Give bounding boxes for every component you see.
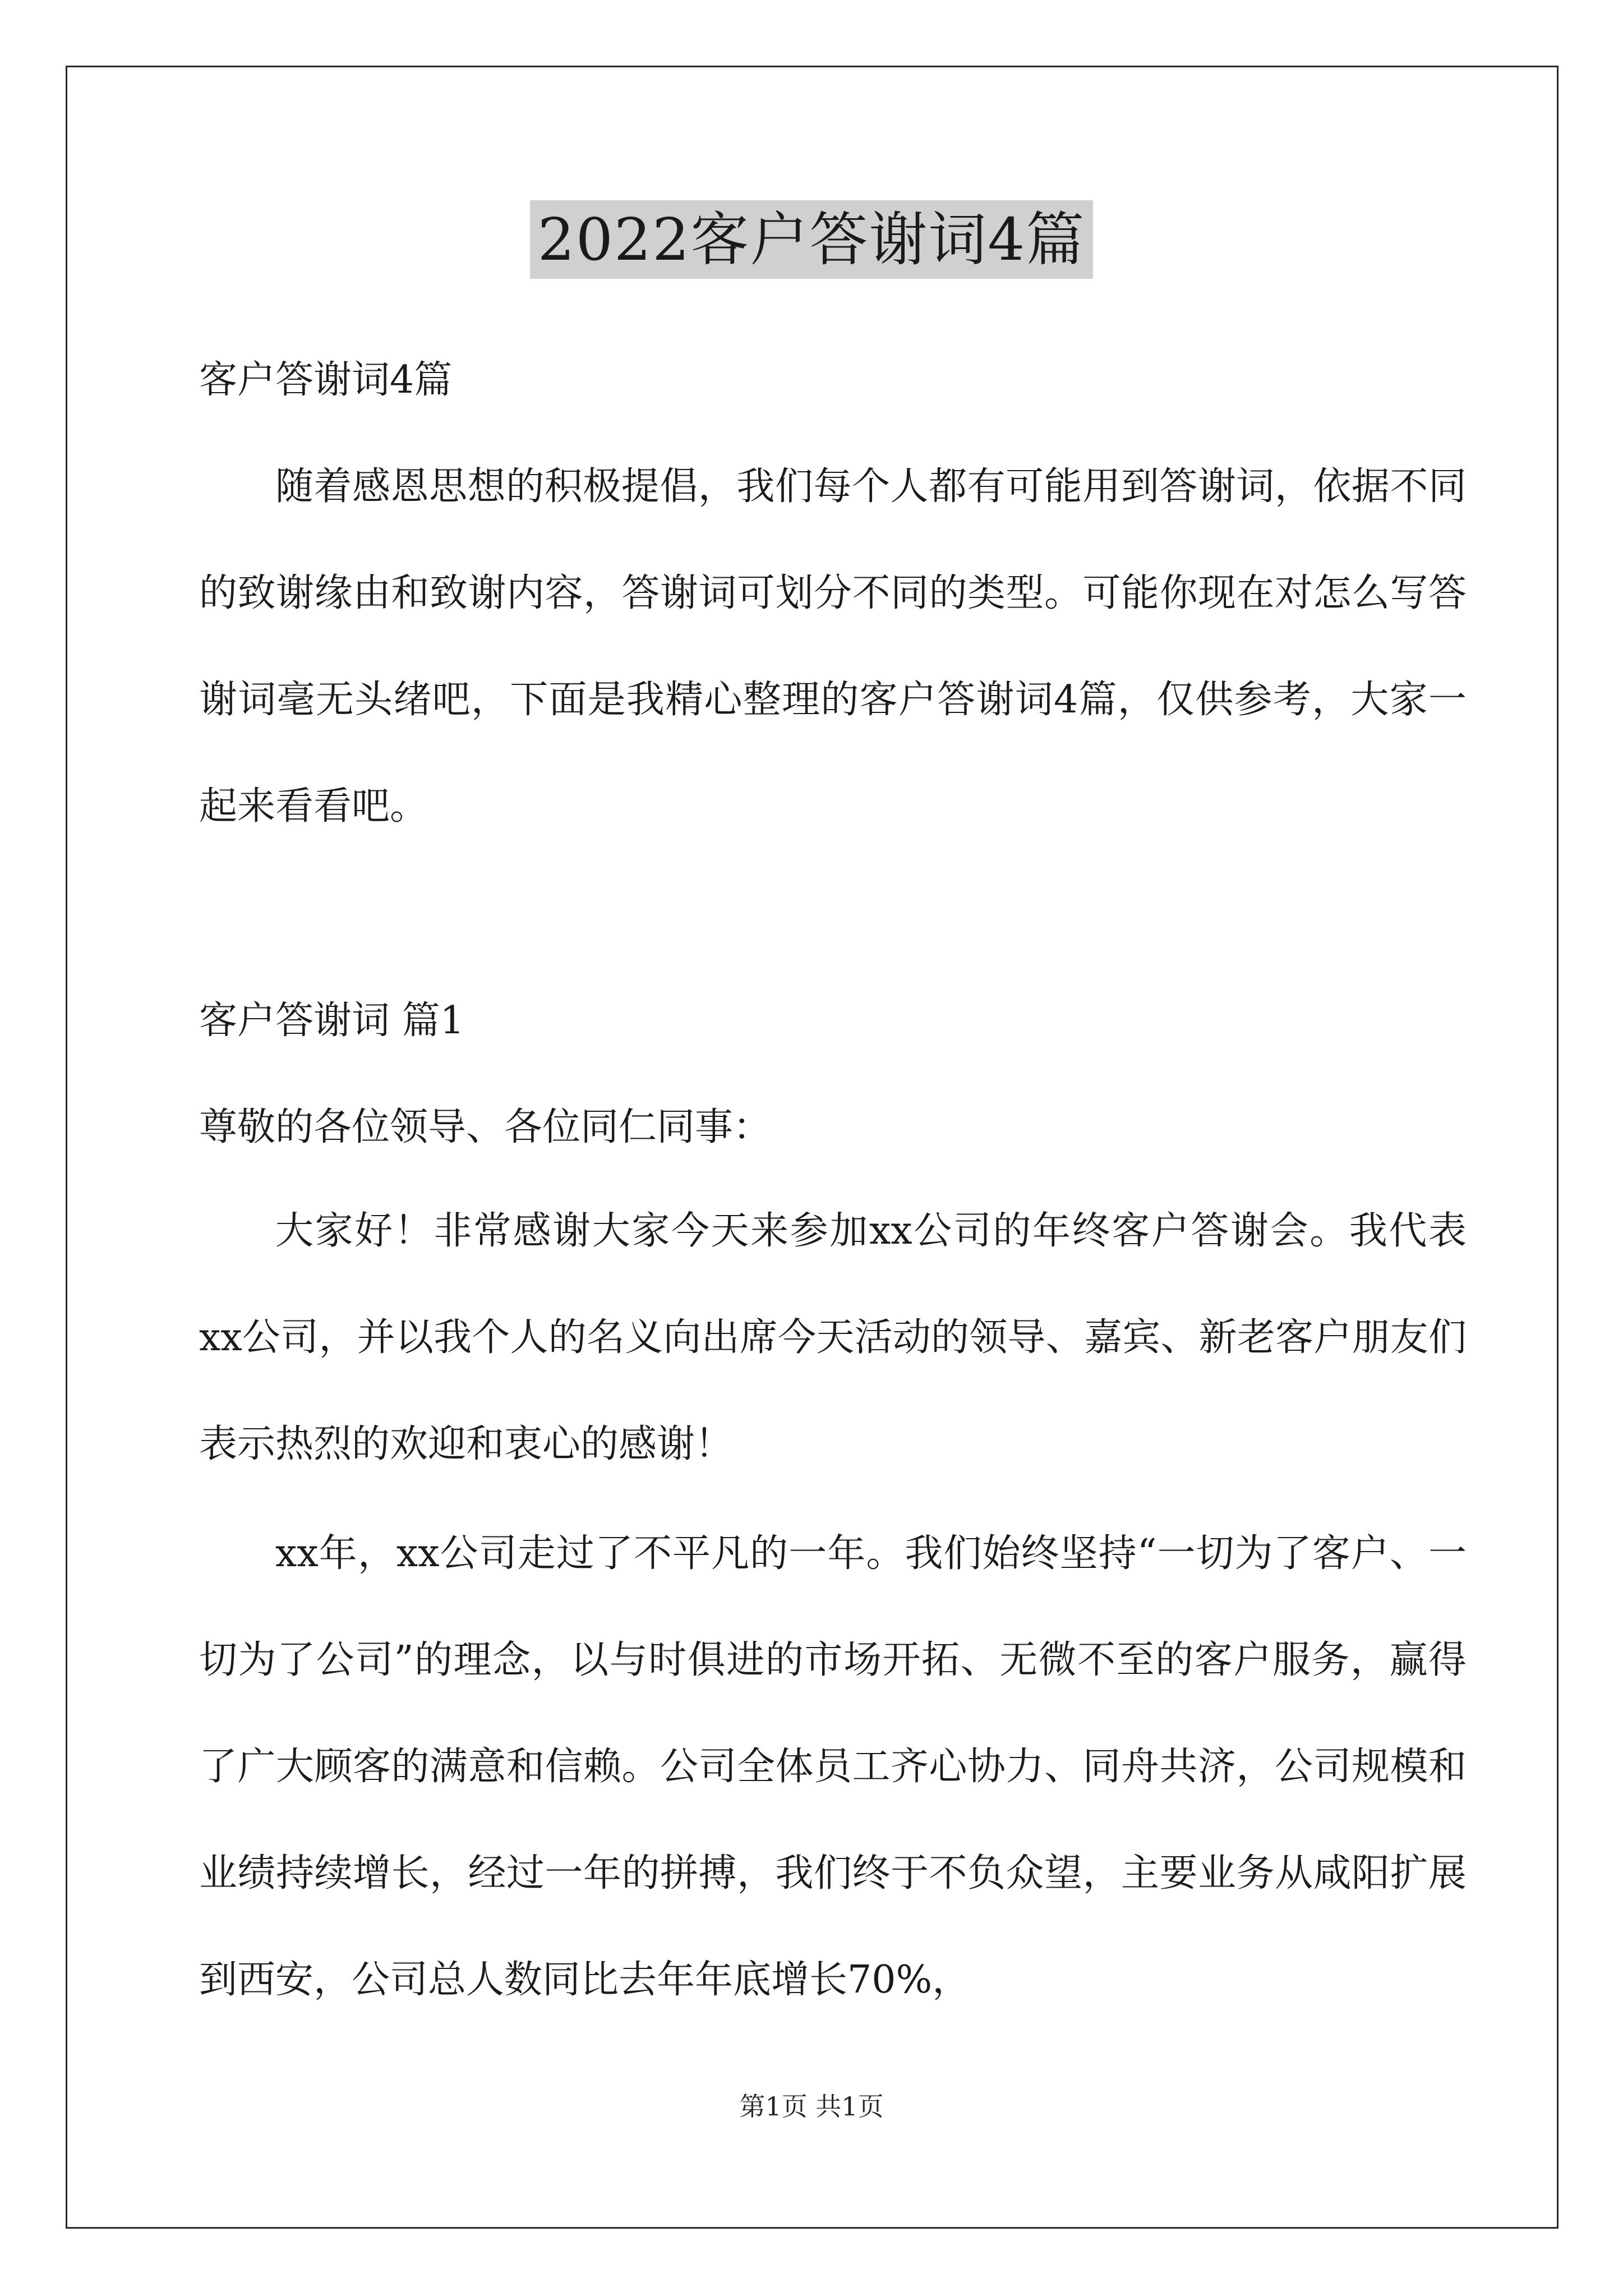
paragraph-2-block (199, 1501, 1467, 2033)
intro-paragraph: 随着感恩思想的积极提倡，我们每个人都有可能用到答谢词，依据不同的致谢缘由和致谢内容，答谢词可划分不同的类型。可能你现在对怎么写答谢词毫无头绪吧，下面是我精心整理的客户答谢词4篇，仅供参考，大家一起来看看吧。 (199, 464, 1467, 829)
salutation: 尊敬的各位领导、各位同仁同事： (199, 1105, 772, 1149)
intro-block (199, 434, 1467, 860)
section-heading-block (199, 993, 1467, 1049)
subtitle-block (199, 352, 1467, 408)
title-container (0, 200, 1623, 279)
salutation-block (199, 1099, 1467, 1156)
document-subtitle: 客户答谢词4篇 (199, 358, 453, 402)
body-paragraph-2: xx年，xx公司走过了不平凡的一年。我们始终坚持“一切为了客户、一切为了公司”的理念，以与时俱进的市场开拓、无微不至的客户服务，赢得了广大顾客的满意和信赖。公司全体员工齐心协力、同舟共济，公司规模和业绩持续增长，经过一年的拼搏，我们终于不负众望，主要业务从咸阳扩展到西安，公司总人数同比去年年底增长70%， (199, 1531, 1467, 2002)
document-title: 2022客户答谢词4篇 (530, 200, 1094, 279)
body-paragraph-1: 大家好！非常感谢大家今天来参加xx公司的年终客户答谢会。我代表xx公司，并以我个人的名义向出席今天活动的领导、嘉宾、新老客户朋友们表示热烈的欢迎和衷心的感谢！ (199, 1209, 1467, 1466)
section-heading: 客户答谢词 篇1 (199, 999, 464, 1043)
page-footer: 第1页 共1页 (739, 2091, 884, 2122)
paragraph-1-block (199, 1178, 1467, 1498)
